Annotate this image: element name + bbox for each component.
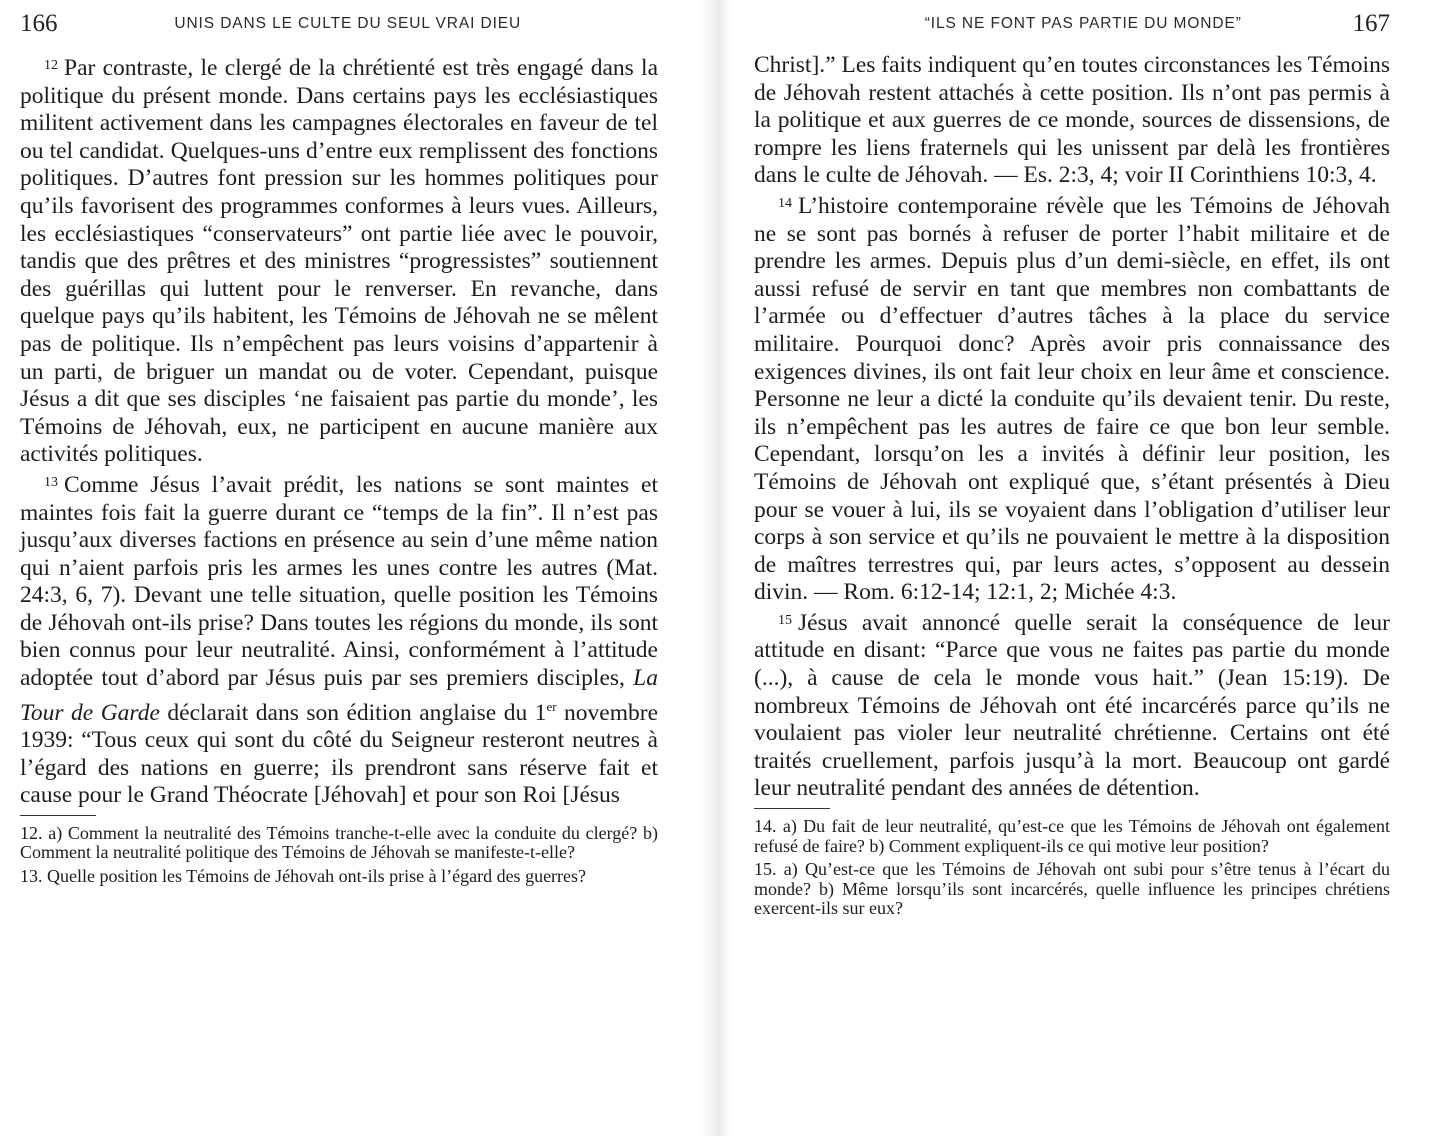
left-body-text: [20, 52, 658, 810]
paragraph-number-13: 13: [44, 474, 58, 490]
paragraph-number-15: 15: [778, 612, 792, 628]
footnotes-right: [754, 817, 1390, 919]
running-head-right: “ILS NE FONT PAS PARTIE DU MONDE”: [924, 15, 1242, 32]
paragraph-13-text-mid: déclarait dans son édition anglaise du 1: [167, 699, 547, 726]
right-body-text: [754, 52, 1390, 803]
paragraph-15-text: Jésus avait annoncé quelle serait la conséquence de leur attitude en disant: “Parce que vous ne faites pas partie du monde (...), à cause de cela le monde vous hait.” (Jean 15:19). De nombreux Témoins de Jéhovah ont été incarcérés parce qu’ils ne voulaient pas violer leur neutralité chrétienne. Certains ont été traités cruellement, parfois jusqu’à la mort. Beaucoup ont gardé leur neutralité pendant des années de détention.: [754, 609, 1390, 802]
footnote-14: 14. a) Du fait de leur neutralité, qu’est-ce que les Témoins de Jéhovah ont également refusé de faire? b) Comment expliquent-ils ce qui motive leur position?: [754, 816, 1390, 856]
paragraph-number-14: 14: [778, 195, 792, 211]
paragraph-14: [754, 190, 1390, 607]
paragraph-number-12: 12: [44, 58, 58, 73]
footnote-rule-right: [754, 808, 830, 809]
right-page-header: [754, 0, 1390, 48]
paragraph-12-text: Par contraste, le clergé de la chrétienté est très engagé dans la politique du présent monde. Dans certains pays les ecclésiastiques militent activement dans les campagnes électorales en faveur de tel ou tel candidat. Quelques-uns d’entre eux remplissent des fonctions politiques. D’autres font pression sur les hommes politiques pour qu’ils favorisent des programmes conformes à leurs vues. Ailleurs, les ecclésiastiques “conservateurs” ont partie liée avec le pouvoir, tandis que des prêtres et des ministres “progressistes” soutiennent des guérillas qui luttent pour le renverser. En revanche, dans quelque pays qu’ils habitent, les Témoins de Jéhovah ne se mêlent pas de politique. Ils n’empêchent pas leurs voisins d’appartenir à un parti, de briguer un mandat ou de voter. Cependant, puisque Jésus a dit que ses disciples ‘ne faisaient pas partie du monde’, les Témoins de Jéhovah, eux, ne participent en aucune manière aux activités politiques.: [20, 55, 658, 468]
right-page: [716, 0, 1434, 1136]
left-page: [0, 0, 716, 1136]
paragraph-15: [754, 607, 1390, 803]
paragraph-14-text: L’histoire contemporaine révèle que les Témoins de Jéhovah ne se sont pas bornés à refuser de porter l’habit militaire et de prendre les armes. Depuis plus d’un demi-siècle, en effet, ils ont aussi refusé de servir en tant que membres non combattants de l’armée ou d’effectuer d’autres tâches à la place du service militaire. Pourquoi donc? Après avoir pris connaissance des exigences divines, ils ont fait leur choix en leur âme et conscience. Personne ne leur a dicté la conduite qu’ils devaient tenir. Du reste, ils n’empêchent pas les autres de faire ce que bon leur semble. Cependant, lorsqu’on les a invités à définir leur position, les Témoins de Jéhovah ont expliqué que, s’étant présentés à Dieu pour se vouer à lui, ils se voyaient dans l’obligation d’utiliser leur corps à son service et qu’ils ne pouvaient le mettre à la disposition de maîtres terrestres qui, par leurs actes, s’opposent au dessein divin. — Rom. 6:12-14; 12:1, 2; Michée 4:3.: [754, 192, 1390, 606]
footnote-12: 12. a) Comment la neutralité des Témoins tranche-t-elle avec la conduite du clergé? b) Comment la neutralité politique des Témoins de Jéhovah se manifeste-t-elle?: [20, 822, 658, 863]
paragraph-13-text-before: Comme Jésus l’avait prédit, les nations se sont maintes et maintes fois fait la guerre durant ce “temps de la fin”. Il n’est pas jusqu’aux diverses factions en présence au sein d’une même nation qui n’aient parfois pris les armes les unes contre les autres (Mat. 24:3, 6, 7). Devant une telle situation, quelle position les Témoins de Jéhovah ont-ils prise? Dans toutes les régions du monde, ils sont bien connus pour leur neutralité. Ainsi, conformément à l’attitude adoptée tout d’abord par Jésus puis par ses premiers disciples,: [20, 471, 658, 692]
running-head-left: UNIS DANS LE CULTE DU SEUL VRAI DIEU: [174, 15, 522, 32]
left-page-header: [20, 0, 658, 48]
paragraph-13: [20, 469, 658, 810]
footnote-rule-left: [20, 815, 96, 816]
page-number-right: 167: [1352, 10, 1390, 37]
ordinal-superscript: er: [546, 698, 557, 714]
paragraph-13-text-after: novembre 1939: “Tous ceux qui sont du côté du Seigneur resteront neutres à l’égard des nations en guerre; ils prendront sans réserve fait et cause pour le Grand Théocrate [Jéhovah] et pour son Roi [Jésus: [20, 699, 659, 809]
paragraph-12: [20, 52, 658, 469]
footnote-13: 13. Quelle position les Témoins de Jéhovah ont-ils prise à l’égard des guerres?: [20, 866, 587, 887]
page-number-left: 166: [20, 10, 58, 37]
publication-title: La Tour de Garde: [20, 665, 658, 726]
footnote-15: 15. a) Qu’est-ce que les Témoins de Jéhovah ont subi pour s’être tenus à l’écart du monde? b) Même lorsqu’ils sont incarcérés, quelle influence les principes chrétiens exercent-ils sur eux?: [754, 859, 1390, 919]
footnotes-left: [20, 824, 658, 887]
paragraph-13-continuation: Christ].” Les faits indiquent qu’en toutes circonstances les Témoins de Jéhovah restent attachés à cette position. Ils n’ont pas permis à la politique et aux guerres de ce monde, sources de dissensions, de rompre les liens fraternels qui les unissent par delà les frontières dans le culte de Jéhovah. — Es. 2:3, 4; voir II Corinthiens 10:3, 4.: [754, 52, 1390, 189]
